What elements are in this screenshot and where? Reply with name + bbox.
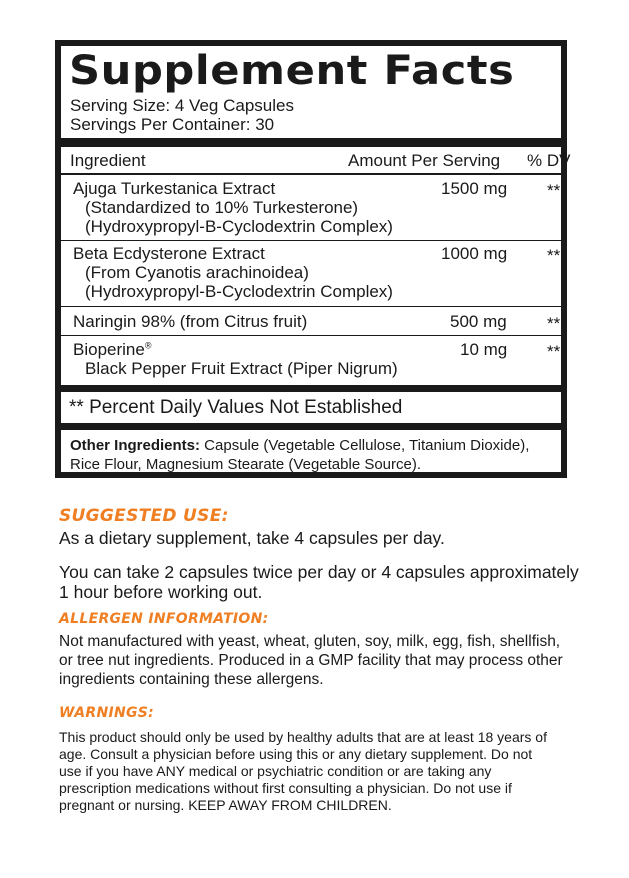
divider [61, 306, 561, 307]
ingredient-sub: Black Pepper Fruit Extract (Piper Nigrum) [85, 359, 398, 378]
ingredient-amount: 10 mg [460, 340, 508, 359]
ingredient-dv: ** [547, 342, 561, 361]
ingredient-amount: 1500 mg [441, 179, 508, 198]
ingredient-name-text: Bioperine [73, 340, 145, 359]
other-ingredients-label: Other Ingredients: [70, 437, 201, 454]
ingredient-sub: (Hydroxypropyl-B-Cyclodextrin Complex) [85, 217, 393, 236]
ingredient-sub: (Standardized to 10% Turkesterone) [85, 198, 359, 217]
suggested-use-heading: SUGGESTED USE: [59, 506, 229, 526]
divider [61, 240, 561, 241]
header-dv: % DV [527, 151, 571, 170]
ingredient-sub: (From Cyanotis arachinoidea) [85, 263, 309, 282]
registered-mark: ® [144, 340, 152, 351]
ingredient-amount: 1000 mg [441, 244, 508, 263]
ingredient-amount: 500 mg [450, 312, 507, 331]
divider [61, 335, 561, 336]
allergen-line: or tree nut ingredients. Produced in a GMP facility that may process other [59, 652, 563, 669]
warnings-line: This product should only be used by healthy adults that are at least 18 years of [59, 729, 547, 745]
divider-thick [61, 138, 561, 147]
other-ingredients [70, 436, 550, 474]
suggested-use-line: As a dietary supplement, take 4 capsules per day. [59, 528, 445, 548]
warnings-line: use if you have ANY medical or psychiatric condition or are taking any [59, 763, 492, 779]
allergen-heading: ALLERGEN INFORMATION: [59, 611, 269, 627]
ingredient-name: Ajuga Turkestanica Extract [73, 179, 276, 198]
ingredient-name: Naringin 98% (from Citrus fruit) [73, 312, 308, 331]
divider-thick [61, 385, 561, 392]
facts-title: Supplement Facts [69, 48, 515, 94]
serving-size: Serving Size: 4 Veg Capsules [70, 96, 294, 115]
warnings-line: prescription medications without first consulting a physician. Do not use if [59, 780, 512, 796]
warnings-line: pregnant or nursing. KEEP AWAY FROM CHILDREN. [59, 797, 392, 813]
warnings-line: age. Consult a physician before using this or any dietary supplement. Do not [59, 746, 533, 762]
ingredient-dv: ** [547, 314, 561, 333]
ingredient-dv: ** [547, 181, 561, 200]
allergen-line: ingredients containing these allergens. [59, 671, 324, 688]
ingredient-dv: ** [547, 246, 561, 265]
dv-note: ** Percent Daily Values Not Established [69, 397, 403, 418]
other-ingredients-text: Capsule (Vegetable Cellulose, Titanium Dioxide), Rice Flour, Magnesium Stearate (Vegetable Source). [70, 437, 530, 473]
warnings-heading: WARNINGS: [59, 705, 155, 721]
suggested-use-line: You can take 2 capsules twice per day or 4 capsules approximately [59, 562, 579, 582]
ingredient-name: Beta Ecdysterone Extract [73, 244, 265, 263]
divider [61, 173, 561, 175]
ingredient-sub: (Hydroxypropyl-B-Cyclodextrin Complex) [85, 282, 393, 301]
header-amount: Amount Per Serving [348, 151, 501, 170]
header-ingredient: Ingredient [70, 151, 146, 170]
suggested-use-line: 1 hour before working out. [59, 582, 263, 602]
ingredient-name [73, 340, 151, 359]
servings-per-container: Servings Per Container: 30 [70, 115, 275, 134]
supplement-facts-panel [55, 40, 571, 478]
allergen-line: Not manufactured with yeast, wheat, gluten, soy, milk, egg, fish, shellfish, [59, 633, 561, 650]
divider-thick [61, 423, 561, 430]
